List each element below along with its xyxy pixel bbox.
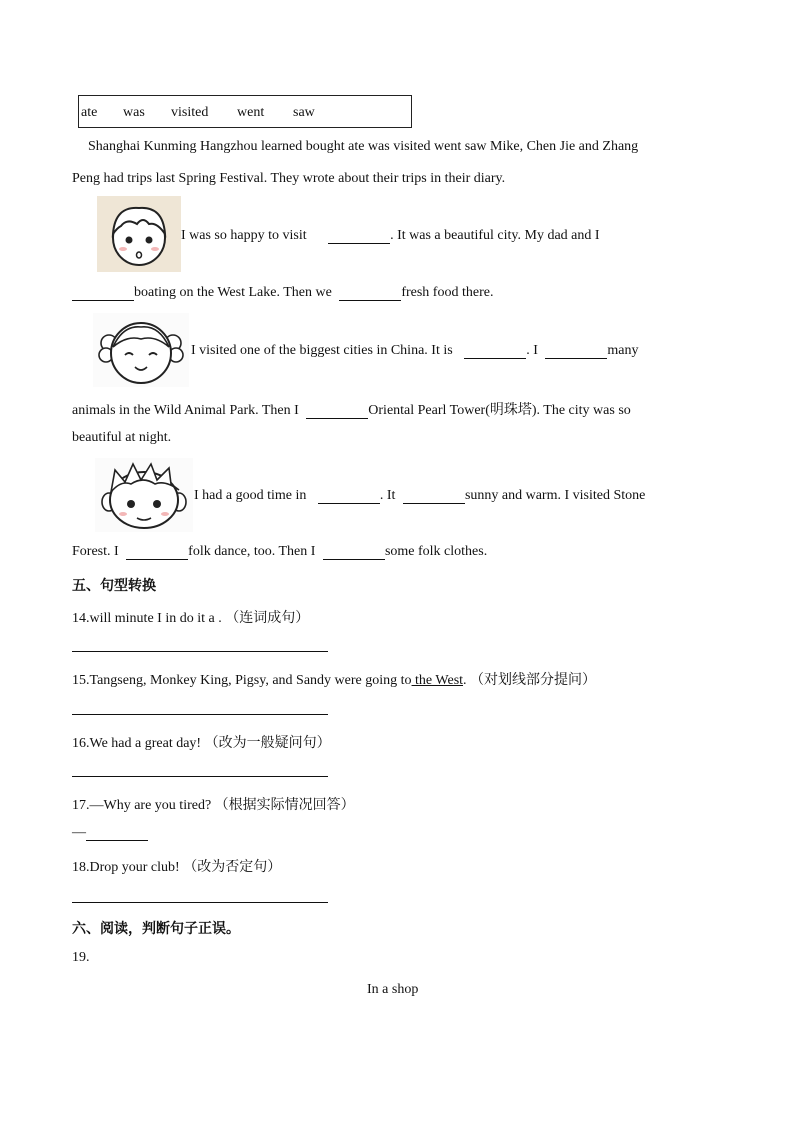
- girl-face-icon-2: [93, 313, 189, 387]
- para2-text-c: beautiful at night.: [72, 430, 172, 445]
- section-heading-5: 五、句型转换: [72, 578, 156, 594]
- answer-line[interactable]: [72, 776, 328, 777]
- question-19: 19.: [72, 950, 90, 965]
- question-16: 16.We had a great day! （改为一般疑问句）: [72, 736, 331, 751]
- para3-text-a: I had a good time in . It sunny and warm. I visited Stone: [194, 488, 646, 503]
- word-bank-item: was: [123, 105, 145, 120]
- question-17-answer: —: [72, 825, 148, 841]
- para1-text-b: boating on the West Lake. Then we fresh food there.: [72, 285, 493, 301]
- question-14: 14.will minute I in do it a . （连词成句）: [72, 611, 310, 626]
- answer-blank[interactable]: [403, 489, 465, 504]
- word-bank-item: went: [237, 105, 265, 120]
- answer-blank[interactable]: [339, 286, 401, 301]
- section-heading-6: 六、阅读，判断句子正误。: [72, 921, 240, 937]
- answer-line[interactable]: [72, 651, 328, 652]
- word-bank-item: saw: [293, 105, 315, 120]
- passage-title: In a shop: [367, 982, 419, 997]
- word-bank-box: [78, 95, 412, 128]
- answer-blank[interactable]: [464, 344, 526, 359]
- para2-text-a: I visited one of the biggest cities in China. It is . I many: [191, 343, 639, 358]
- answer-blank[interactable]: [323, 545, 385, 560]
- question-17: 17.—Why are you tired? （根据实际情况回答）: [72, 798, 355, 813]
- question-15: 15.Tangseng, Monkey King, Pigsy, and Sandy were going to the West. （对划线部分提问）: [72, 673, 597, 688]
- answer-blank[interactable]: [318, 489, 380, 504]
- answer-blank[interactable]: [545, 344, 607, 359]
- para2-text-b: animals in the Wild Animal Park. Then I Oriental Pearl Tower(明珠塔). The city was so: [72, 403, 631, 418]
- intro-line-1: Shanghai Kunming Hangzhou learned bought ate was visited went saw Mike, Chen Jie and Zhang: [88, 139, 639, 154]
- word-bank-item: visited: [171, 105, 209, 120]
- answer-blank[interactable]: [86, 826, 148, 841]
- girl-face-icon-1: [97, 196, 181, 272]
- question-18: 18.Drop your club! （改为否定句）: [72, 860, 282, 875]
- answer-line[interactable]: [72, 902, 328, 903]
- answer-blank[interactable]: [126, 545, 188, 560]
- intro-line-2: Peng had trips last Spring Festival. They wrote about their trips in their diary.: [72, 171, 506, 186]
- answer-blank[interactable]: [72, 286, 134, 301]
- answer-line[interactable]: [72, 714, 328, 715]
- boy-face-icon: [95, 458, 193, 532]
- para3-text-b: Forest. I folk dance, too. Then I some folk clothes.: [72, 544, 488, 559]
- answer-blank[interactable]: [328, 229, 390, 244]
- answer-blank[interactable]: [306, 404, 368, 419]
- word-bank-item: ate: [81, 105, 98, 120]
- para1-text-a: I was so happy to visit . It was a beautiful city. My dad and I: [181, 228, 600, 243]
